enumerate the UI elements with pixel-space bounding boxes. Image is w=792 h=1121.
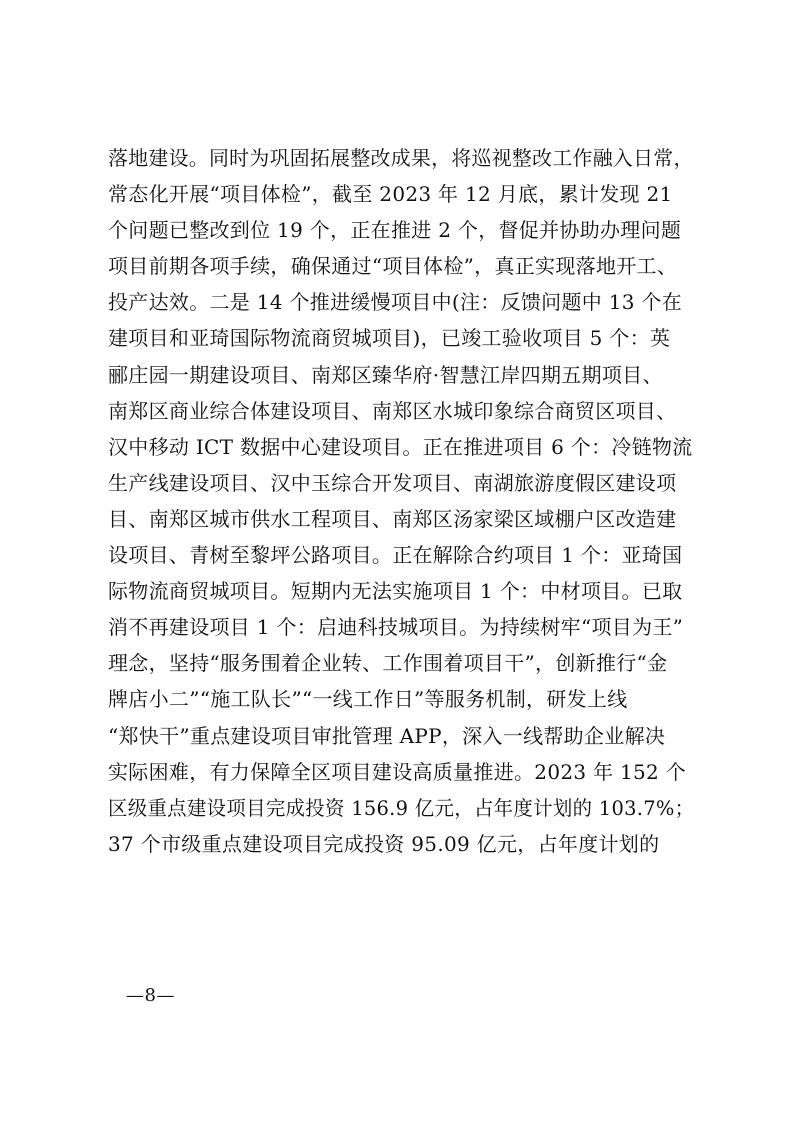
- text-line: 37 个市级重点建设项目完成投资 95.09 亿元，占年度计划的: [108, 831, 660, 856]
- text-line: 个问题已整改到位 19 个，正在推进 2 个，督促并协助办理问题: [108, 218, 682, 243]
- text-line: 际物流商贸城项目。短期内无法实施项目 1 个：中材项目。已取: [108, 579, 683, 604]
- text-line: “郑快干”重点建设项目审批管理 APP，深入一线帮助企业解决: [108, 723, 666, 748]
- body-text: [108, 140, 694, 862]
- text-line: 落地建设。同时为巩固拓展整改成果，将巡视整改工作融入日常，: [108, 146, 694, 170]
- text-line: 建项目和亚琦国际物流商贸城项目)，已竣工验收项目 5 个：英: [108, 326, 671, 351]
- text-line: 郦庄园一期建设项目、南郑区臻华府·智慧江岸四期五期项目、: [108, 362, 663, 387]
- text-line: 汉中移动 ICT 数据中心建设项目。正在推进项目 6 个：冷链物流: [108, 434, 693, 459]
- text-line: 理念，坚持“服务围着企业转、工作围着项目干”，创新推行“金: [108, 651, 668, 676]
- text-line: 投产达效。二是 14 个推进缓慢项目中(注：反馈问题中 13 个在: [108, 290, 683, 315]
- text-line: 南郑区商业综合体建设项目、南郑区水城印象综合商贸区项目、: [108, 398, 677, 423]
- page-number: —8—: [126, 985, 175, 1006]
- text-line: 项目前期各项手续，确保通过“项目体检”，真正实现落地开工、: [108, 254, 678, 279]
- text-line: 实际困难，有力保障全区项目建设高质量推进。2023 年 152 个: [108, 759, 687, 784]
- text-line: 常态化开展“项目体检”，截至 2023 年 12 月底，累计发现 21: [108, 182, 673, 207]
- text-line: 区级重点建设项目完成投资 156.9 亿元，占年度计划的 103.7%；: [108, 795, 695, 820]
- text-line: 牌店小二”“施工队长”“一线工作日”等服务机制，研发上线: [108, 687, 628, 712]
- text-line: 目、南郑区城市供水工程项目、南郑区汤家梁区域棚户区改造建: [108, 506, 677, 531]
- text-line: 设项目、青树至黎坪公路项目。正在解除合约项目 1 个：亚琦国: [108, 543, 683, 568]
- text-line: 生产线建设项目、汉中玉综合开发项目、南湖旅游度假区建设项: [108, 470, 677, 495]
- text-line: 消不再建设项目 1 个：启迪科技城项目。为持续树牢“项目为王”: [108, 615, 684, 640]
